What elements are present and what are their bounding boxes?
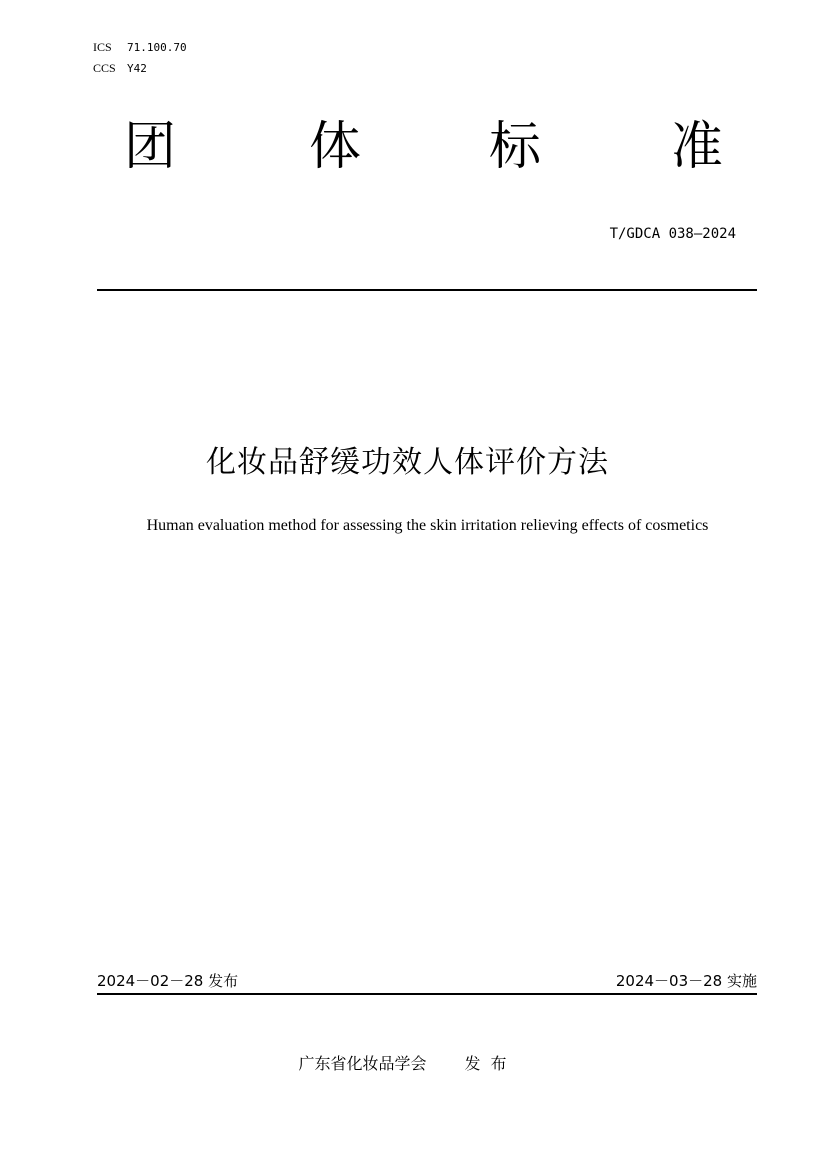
standard-type-char: 标 bbox=[488, 117, 541, 177]
implementation-date: 2024－03－28 实施 bbox=[615, 972, 757, 990]
title-english: Human evaluation method for assessing the skin irritation relieving effects of cosmetics bbox=[146, 517, 709, 534]
issue-date: 2024－02－28 发布 bbox=[97, 972, 239, 990]
publisher-action: 发布 bbox=[464, 1054, 517, 1073]
publisher bbox=[0, 1053, 815, 1075]
ics-label: ICS bbox=[93, 40, 112, 54]
ics-classification bbox=[93, 40, 187, 55]
title-chinese: 化妆品舒缓功效人体评价方法 bbox=[206, 445, 609, 480]
ccs-label: CCS bbox=[93, 61, 116, 75]
standard-type-char: 团 bbox=[123, 117, 176, 177]
publisher-name: 广东省化妆品学会 bbox=[298, 1054, 427, 1073]
ccs-classification bbox=[93, 61, 147, 76]
header-divider bbox=[97, 289, 757, 291]
ics-value: 71.100.70 bbox=[127, 41, 187, 54]
standard-type-char: 准 bbox=[670, 117, 723, 177]
standard-number: T/GDCA 038—2024 bbox=[609, 226, 736, 242]
footer-divider bbox=[97, 993, 757, 995]
ccs-value: Y42 bbox=[127, 62, 147, 75]
standard-type-char: 体 bbox=[308, 117, 361, 177]
